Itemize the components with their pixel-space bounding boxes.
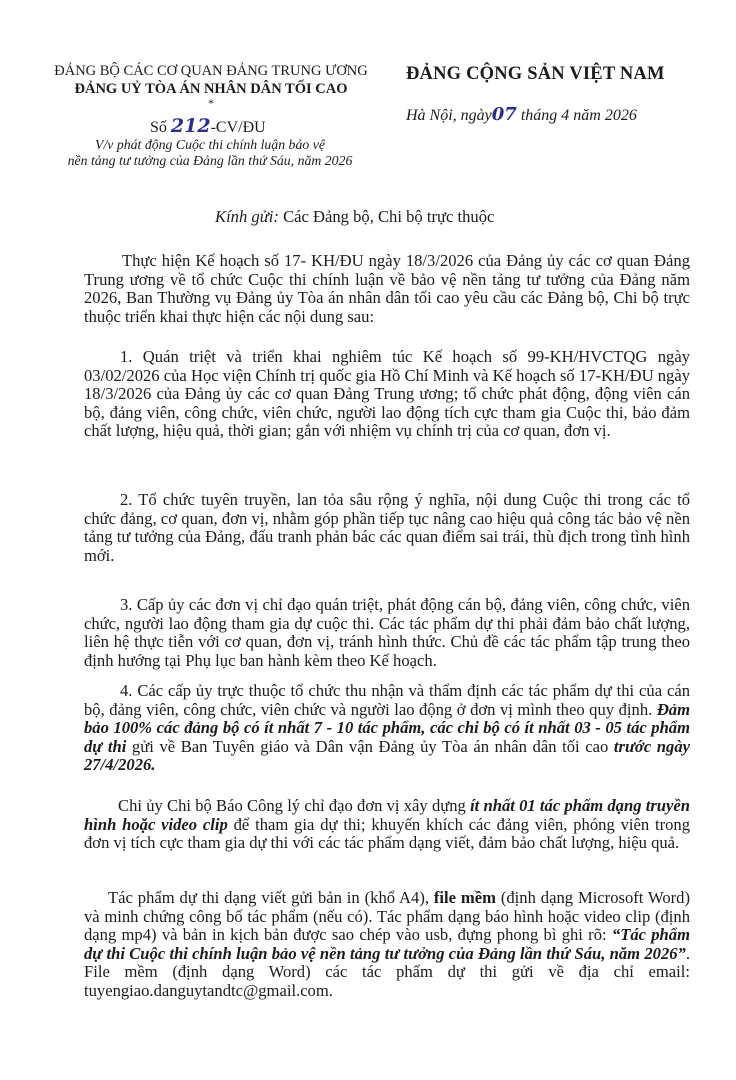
date-prefix: Hà Nội, ngày: [406, 107, 492, 124]
org-name: ĐẢNG UỶ TÒA ÁN NHÂN DÂN TỐI CAO: [74, 81, 348, 97]
cong-ly-emphasis: ít nhất 01 tác phẩm dạng truyền hình hoặc video clip: [84, 796, 690, 834]
item-2-paragraph: 2. Tổ chức tuyên truyền, lan tỏa sâu rộng ý nghĩa, nội dung Cuộc thi trong các tổ chức đảng, cơ quan, đơn vị, nhằm góp phần tiếp tục nâng cao hiệu quả công tác bảo vệ nền tảng tư tưởng của Đảng, đấu tranh phản bác các quan điểm sai trái, thù địch trong tình hình mới.: [84, 490, 690, 565]
recipient-line: [215, 207, 494, 227]
intro-paragraph: Thực hiện Kế hoạch số 17- KH/ĐU ngày 18/3/2026 của Đảng ủy các cơ quan Đảng Trung ương về tổ chức Cuộc thi chính luận về bảo vệ nền tảng tư tưởng của Đảng năm 2026, Ban Thường vụ Đảng ủy Tòa án nhân dân tối cao yêu cầu các Đảng bộ, Chi bộ trực thuộc triển khai thực hiện các nội dung sau:: [84, 251, 690, 326]
recipient-label: Kính gửi:: [215, 207, 279, 226]
item-4-text-c: gửi về Ban Tuyên giáo và Dân vận Đảng ủy Tòa án nhân dân tối cao: [126, 736, 614, 756]
date-suffix: tháng 4 năm 2026: [520, 107, 637, 124]
recipient-value: Các Đảng bộ, Chi bộ trực thuộc: [283, 207, 495, 226]
item-4-deadline: trước ngày 27/4/2026.: [84, 736, 690, 775]
item-3-paragraph: 3. Cấp ủy các đơn vị chỉ đạo quán triệt, phát động cán bộ, đảng viên, công chức, viên chức, người lao động tham gia dự cuộc thi. Các tác phẩm dự thi phải đảm bảo chất lượng, liên hệ thực tiễn với cơ quan, đơn vị, tránh hình thức. Chủ đề các tác phẩm tập trung theo định hướng tại Phụ lục ban hành kèm theo Kế hoạch.: [84, 595, 690, 670]
cong-ly-text-c: để tham gia dự thi; khuyến khích các đảng viên, phóng viên trong đơn vị tích cực tham gia dự thi với các tác phẩm dạng viết, đảm bảo chất lượng, hiệu quả.: [84, 814, 690, 853]
item-4-emphasis-quota: Đảm bảo 100% các đảng bộ có ít nhất 7 - 10 tác phẩm, các chi bộ có ít nhất 03 - 05 tác phẩm dự thi: [84, 699, 690, 756]
doc-no-prefix: Số: [150, 119, 167, 136]
date-day-handwritten: 07: [491, 104, 517, 125]
document-number: [150, 115, 266, 137]
party-title: ĐẢNG CỘNG SẢN VIỆT NAM: [406, 64, 665, 84]
document-subject: [40, 137, 380, 169]
cong-ly-paragraph: [84, 797, 690, 853]
submission-file-mem: file mềm: [433, 888, 496, 907]
item-4-text-a: 4. Các cấp ủy trực thuộc tổ chức thu nhận và thẩm định các tác phẩm dự thi của cán bộ, đảng viên, công chức, viên chức và người lao động ở đơn vị mình theo quy định.: [84, 681, 690, 719]
item-1-paragraph: 1. Quán triệt và triển khai nghiêm túc Kế hoạch số 99-KH/HVCTQG ngày 03/02/2026 của Học viện Chính trị quốc gia Hồ Chí Minh và Kế hoạch số 17-KH/ĐU ngày 18/3/2026 của Đảng ủy các cơ quan Đảng Trung ương; tổ chức phát động, động viên cán bộ, đảng viên, công chức, viên chức, người lao động tích cực tham gia Cuộc thi, bảo đảm chất lượng, hiệu quả, thời gian; gắn với nhiệm vụ chính trị của cơ quan, đơn vị.: [84, 347, 690, 441]
subject-line-1: V/v phát động Cuộc thi chính luận bảo vệ: [95, 137, 325, 152]
cong-ly-text-a: Chi ủy Chi bộ Báo Công lý chỉ đạo đơn vị xây dựng: [118, 796, 471, 815]
submission-text-a: Tác phẩm dự thi dạng viết gửi bản in (khổ A4),: [108, 888, 434, 907]
org-parent: ĐẢNG BỘ CÁC CƠ QUAN ĐẢNG TRUNG ƯƠNG: [54, 63, 368, 79]
header-star: *: [208, 96, 214, 110]
doc-no-handwritten: 212: [170, 115, 211, 137]
submission-envelope-label: “Tác phẩm dự thi Cuộc thi chính luận bảo vệ nền tảng tư tưởng của Đảng lần thứ Sáu, năm 2026”: [84, 925, 690, 963]
subject-line-2: nền tảng tư tưởng của Đảng lần thứ Sáu, năm 2026: [67, 153, 353, 168]
doc-no-suffix: -CV/ĐU: [210, 119, 266, 136]
item-4-paragraph: [84, 682, 690, 775]
issuing-organization: [30, 62, 392, 108]
submission-text-c: (định dạng Microsoft Word) và minh chứng công bố tác phẩm (nếu có). Tác phẩm dạng báo hình hoặc video clip (định dạng mp4) và bản in kịch bản được sao chép vào usb, đựng phong bì ghi rõ:: [84, 888, 690, 945]
submission-paragraph: [84, 889, 690, 1001]
submission-text-e: . File mềm (định dạng Word) các tác phẩm dự thi gửi về địa chỉ email: tuyengiao.danguytandtc@gmail.com.: [84, 943, 690, 1000]
document-date: [406, 104, 637, 125]
